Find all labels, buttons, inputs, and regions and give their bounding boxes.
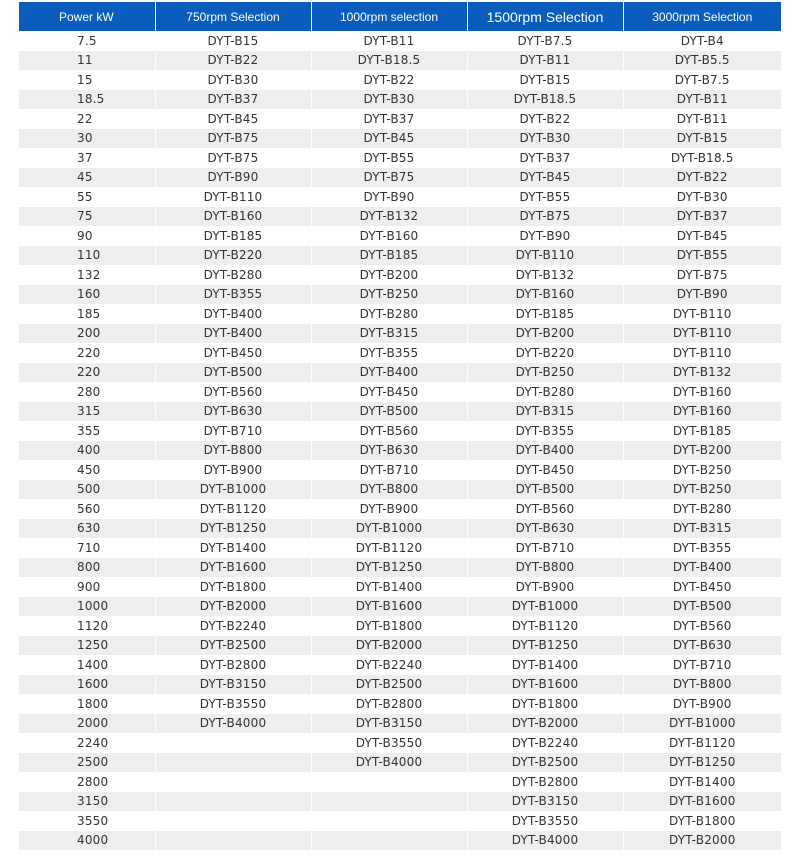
cell-3000rpm: DYT-B200 bbox=[623, 441, 781, 461]
cell-3000rpm: DYT-B75 bbox=[623, 265, 781, 285]
cell-1000rpm: DYT-B30 bbox=[311, 90, 467, 110]
cell-3000rpm: DYT-B18.5 bbox=[623, 148, 781, 168]
cell-3000rpm: DYT-B400 bbox=[623, 558, 781, 578]
cell-1000rpm: DYT-B3150 bbox=[311, 714, 467, 734]
cell-power-kw: 900 bbox=[19, 577, 155, 597]
cell-1000rpm: DYT-B2500 bbox=[311, 675, 467, 695]
cell-3000rpm: DYT-B450 bbox=[623, 577, 781, 597]
cell-750rpm: DYT-B355 bbox=[155, 285, 311, 305]
cell-1000rpm: DYT-B315 bbox=[311, 324, 467, 344]
table-row bbox=[19, 402, 781, 422]
cell-750rpm: DYT-B3550 bbox=[155, 694, 311, 714]
cell-power-kw: 11 bbox=[19, 51, 155, 71]
table-row bbox=[19, 499, 781, 519]
cell-1500rpm: DYT-B45 bbox=[467, 168, 623, 188]
cell-1000rpm: DYT-B160 bbox=[311, 226, 467, 246]
cell-power-kw: 500 bbox=[19, 480, 155, 500]
table-row bbox=[19, 31, 781, 51]
cell-1000rpm: DYT-B1000 bbox=[311, 519, 467, 539]
cell-power-kw: 355 bbox=[19, 421, 155, 441]
cell-750rpm: DYT-B450 bbox=[155, 343, 311, 363]
cell-3000rpm: DYT-B11 bbox=[623, 109, 781, 129]
table-row bbox=[19, 363, 781, 383]
table-body bbox=[19, 31, 781, 850]
cell-power-kw: 1600 bbox=[19, 675, 155, 695]
cell-power-kw: 2800 bbox=[19, 772, 155, 792]
cell-1000rpm: DYT-B22 bbox=[311, 70, 467, 90]
cell-1500rpm: DYT-B280 bbox=[467, 382, 623, 402]
cell-3000rpm: DYT-B1600 bbox=[623, 792, 781, 812]
cell-3000rpm: DYT-B630 bbox=[623, 636, 781, 656]
header-1500rpm: 1500rpm Selection bbox=[467, 2, 623, 31]
cell-1500rpm: DYT-B132 bbox=[467, 265, 623, 285]
cell-1500rpm: DYT-B110 bbox=[467, 246, 623, 266]
cell-750rpm bbox=[155, 831, 311, 851]
cell-1500rpm: DYT-B2240 bbox=[467, 733, 623, 753]
cell-3000rpm: DYT-B560 bbox=[623, 616, 781, 636]
cell-750rpm bbox=[155, 792, 311, 812]
cell-1000rpm: DYT-B400 bbox=[311, 363, 467, 383]
table-row bbox=[19, 558, 781, 578]
selection-table-container bbox=[19, 2, 781, 850]
cell-1000rpm: DYT-B185 bbox=[311, 246, 467, 266]
table-row bbox=[19, 831, 781, 851]
cell-power-kw: 1250 bbox=[19, 636, 155, 656]
table-header bbox=[19, 2, 781, 31]
table-row bbox=[19, 109, 781, 129]
cell-3000rpm: DYT-B160 bbox=[623, 402, 781, 422]
cell-power-kw: 15 bbox=[19, 70, 155, 90]
cell-3000rpm: DYT-B250 bbox=[623, 480, 781, 500]
table-row bbox=[19, 441, 781, 461]
table-row bbox=[19, 753, 781, 773]
cell-750rpm: DYT-B37 bbox=[155, 90, 311, 110]
cell-power-kw: 90 bbox=[19, 226, 155, 246]
cell-1000rpm: DYT-B710 bbox=[311, 460, 467, 480]
cell-750rpm bbox=[155, 811, 311, 831]
cell-1500rpm: DYT-B1000 bbox=[467, 597, 623, 617]
cell-1000rpm: DYT-B4000 bbox=[311, 753, 467, 773]
table-row bbox=[19, 207, 781, 227]
cell-power-kw: 400 bbox=[19, 441, 155, 461]
header-750rpm: 750rpm Selection bbox=[155, 2, 311, 31]
table-row bbox=[19, 792, 781, 812]
cell-1500rpm: DYT-B1120 bbox=[467, 616, 623, 636]
cell-1000rpm bbox=[311, 831, 467, 851]
cell-750rpm: DYT-B2000 bbox=[155, 597, 311, 617]
cell-1500rpm: DYT-B90 bbox=[467, 226, 623, 246]
cell-power-kw: 3550 bbox=[19, 811, 155, 831]
cell-power-kw: 45 bbox=[19, 168, 155, 188]
cell-power-kw: 200 bbox=[19, 324, 155, 344]
cell-3000rpm: DYT-B110 bbox=[623, 343, 781, 363]
cell-750rpm: DYT-B1120 bbox=[155, 499, 311, 519]
cell-1000rpm: DYT-B355 bbox=[311, 343, 467, 363]
cell-power-kw: 1120 bbox=[19, 616, 155, 636]
cell-power-kw: 710 bbox=[19, 538, 155, 558]
cell-750rpm: DYT-B1000 bbox=[155, 480, 311, 500]
cell-power-kw: 3150 bbox=[19, 792, 155, 812]
cell-power-kw: 220 bbox=[19, 343, 155, 363]
cell-3000rpm: DYT-B900 bbox=[623, 694, 781, 714]
cell-1000rpm: DYT-B450 bbox=[311, 382, 467, 402]
cell-3000rpm: DYT-B4 bbox=[623, 31, 781, 51]
cell-1500rpm: DYT-B560 bbox=[467, 499, 623, 519]
cell-1500rpm: DYT-B1600 bbox=[467, 675, 623, 695]
cell-750rpm: DYT-B560 bbox=[155, 382, 311, 402]
cell-3000rpm: DYT-B280 bbox=[623, 499, 781, 519]
table-row bbox=[19, 636, 781, 656]
cell-750rpm: DYT-B15 bbox=[155, 31, 311, 51]
cell-1500rpm: DYT-B2000 bbox=[467, 714, 623, 734]
header-power-kw: Power kW bbox=[19, 2, 155, 31]
cell-750rpm: DYT-B90 bbox=[155, 168, 311, 188]
cell-1000rpm: DYT-B132 bbox=[311, 207, 467, 227]
cell-1500rpm: DYT-B75 bbox=[467, 207, 623, 227]
cell-1000rpm: DYT-B90 bbox=[311, 187, 467, 207]
table-row bbox=[19, 187, 781, 207]
table-row bbox=[19, 304, 781, 324]
cell-750rpm: DYT-B1600 bbox=[155, 558, 311, 578]
cell-1500rpm: DYT-B15 bbox=[467, 70, 623, 90]
cell-power-kw: 22 bbox=[19, 109, 155, 129]
cell-750rpm: DYT-B1250 bbox=[155, 519, 311, 539]
table-row bbox=[19, 90, 781, 110]
cell-power-kw: 37 bbox=[19, 148, 155, 168]
cell-1500rpm: DYT-B500 bbox=[467, 480, 623, 500]
cell-1500rpm: DYT-B30 bbox=[467, 129, 623, 149]
cell-3000rpm: DYT-B355 bbox=[623, 538, 781, 558]
cell-750rpm: DYT-B185 bbox=[155, 226, 311, 246]
cell-power-kw: 560 bbox=[19, 499, 155, 519]
cell-750rpm: DYT-B22 bbox=[155, 51, 311, 71]
cell-750rpm bbox=[155, 772, 311, 792]
cell-750rpm: DYT-B900 bbox=[155, 460, 311, 480]
cell-1500rpm: DYT-B630 bbox=[467, 519, 623, 539]
cell-3000rpm: DYT-B5.5 bbox=[623, 51, 781, 71]
cell-power-kw: 1800 bbox=[19, 694, 155, 714]
cell-1500rpm: DYT-B250 bbox=[467, 363, 623, 383]
cell-3000rpm: DYT-B110 bbox=[623, 304, 781, 324]
cell-750rpm: DYT-B2240 bbox=[155, 616, 311, 636]
cell-1500rpm: DYT-B355 bbox=[467, 421, 623, 441]
table-row bbox=[19, 538, 781, 558]
cell-1000rpm: DYT-B75 bbox=[311, 168, 467, 188]
cell-power-kw: 630 bbox=[19, 519, 155, 539]
cell-1500rpm: DYT-B200 bbox=[467, 324, 623, 344]
cell-750rpm: DYT-B800 bbox=[155, 441, 311, 461]
table-row bbox=[19, 129, 781, 149]
cell-1500rpm: DYT-B400 bbox=[467, 441, 623, 461]
table-row bbox=[19, 597, 781, 617]
cell-1000rpm: DYT-B280 bbox=[311, 304, 467, 324]
cell-1000rpm: DYT-B800 bbox=[311, 480, 467, 500]
cell-power-kw: 110 bbox=[19, 246, 155, 266]
cell-3000rpm: DYT-B45 bbox=[623, 226, 781, 246]
header-1000rpm: 1000rpm selection bbox=[311, 2, 467, 31]
cell-1000rpm bbox=[311, 792, 467, 812]
cell-1000rpm: DYT-B2000 bbox=[311, 636, 467, 656]
cell-power-kw: 75 bbox=[19, 207, 155, 227]
cell-1500rpm: DYT-B55 bbox=[467, 187, 623, 207]
cell-3000rpm: DYT-B250 bbox=[623, 460, 781, 480]
table-row bbox=[19, 51, 781, 71]
table-row bbox=[19, 733, 781, 753]
cell-3000rpm: DYT-B132 bbox=[623, 363, 781, 383]
cell-1500rpm: DYT-B450 bbox=[467, 460, 623, 480]
cell-750rpm: DYT-B45 bbox=[155, 109, 311, 129]
cell-1000rpm bbox=[311, 811, 467, 831]
cell-3000rpm: DYT-B2000 bbox=[623, 831, 781, 851]
cell-power-kw: 7.5 bbox=[19, 31, 155, 51]
table-row bbox=[19, 265, 781, 285]
cell-power-kw: 1000 bbox=[19, 597, 155, 617]
cell-power-kw: 2240 bbox=[19, 733, 155, 753]
cell-power-kw: 800 bbox=[19, 558, 155, 578]
cell-1000rpm: DYT-B18.5 bbox=[311, 51, 467, 71]
cell-750rpm: DYT-B220 bbox=[155, 246, 311, 266]
table-row bbox=[19, 694, 781, 714]
cell-1000rpm: DYT-B45 bbox=[311, 129, 467, 149]
cell-750rpm: DYT-B75 bbox=[155, 148, 311, 168]
cell-750rpm bbox=[155, 733, 311, 753]
cell-1500rpm: DYT-B37 bbox=[467, 148, 623, 168]
cell-1000rpm: DYT-B560 bbox=[311, 421, 467, 441]
table-row bbox=[19, 226, 781, 246]
cell-power-kw: 4000 bbox=[19, 831, 155, 851]
cell-3000rpm: DYT-B30 bbox=[623, 187, 781, 207]
cell-750rpm bbox=[155, 753, 311, 773]
cell-750rpm: DYT-B500 bbox=[155, 363, 311, 383]
cell-750rpm: DYT-B400 bbox=[155, 304, 311, 324]
cell-3000rpm: DYT-B185 bbox=[623, 421, 781, 441]
cell-3000rpm: DYT-B1250 bbox=[623, 753, 781, 773]
cell-3000rpm: DYT-B800 bbox=[623, 675, 781, 695]
cell-1000rpm: DYT-B900 bbox=[311, 499, 467, 519]
cell-3000rpm: DYT-B1120 bbox=[623, 733, 781, 753]
cell-750rpm: DYT-B400 bbox=[155, 324, 311, 344]
table-row bbox=[19, 772, 781, 792]
cell-3000rpm: DYT-B315 bbox=[623, 519, 781, 539]
cell-1000rpm: DYT-B2240 bbox=[311, 655, 467, 675]
cell-1000rpm: DYT-B200 bbox=[311, 265, 467, 285]
cell-3000rpm: DYT-B22 bbox=[623, 168, 781, 188]
cell-power-kw: 18.5 bbox=[19, 90, 155, 110]
cell-1000rpm: DYT-B250 bbox=[311, 285, 467, 305]
cell-1500rpm: DYT-B160 bbox=[467, 285, 623, 305]
cell-1500rpm: DYT-B2800 bbox=[467, 772, 623, 792]
table-row bbox=[19, 168, 781, 188]
cell-1000rpm: DYT-B1600 bbox=[311, 597, 467, 617]
cell-power-kw: 132 bbox=[19, 265, 155, 285]
table-row bbox=[19, 421, 781, 441]
cell-1500rpm: DYT-B3150 bbox=[467, 792, 623, 812]
cell-1000rpm: DYT-B11 bbox=[311, 31, 467, 51]
cell-1000rpm: DYT-B55 bbox=[311, 148, 467, 168]
motor-selection-table bbox=[19, 2, 781, 850]
cell-750rpm: DYT-B160 bbox=[155, 207, 311, 227]
table-row bbox=[19, 460, 781, 480]
cell-1000rpm: DYT-B1250 bbox=[311, 558, 467, 578]
cell-1500rpm: DYT-B22 bbox=[467, 109, 623, 129]
cell-power-kw: 2500 bbox=[19, 753, 155, 773]
cell-1000rpm: DYT-B630 bbox=[311, 441, 467, 461]
table-row bbox=[19, 616, 781, 636]
table-row bbox=[19, 714, 781, 734]
table-row bbox=[19, 655, 781, 675]
cell-750rpm: DYT-B4000 bbox=[155, 714, 311, 734]
cell-3000rpm: DYT-B7.5 bbox=[623, 70, 781, 90]
table-row bbox=[19, 519, 781, 539]
cell-power-kw: 450 bbox=[19, 460, 155, 480]
table-row bbox=[19, 675, 781, 695]
cell-3000rpm: DYT-B710 bbox=[623, 655, 781, 675]
cell-1000rpm: DYT-B37 bbox=[311, 109, 467, 129]
cell-3000rpm: DYT-B55 bbox=[623, 246, 781, 266]
cell-750rpm: DYT-B75 bbox=[155, 129, 311, 149]
cell-1500rpm: DYT-B4000 bbox=[467, 831, 623, 851]
table-row bbox=[19, 324, 781, 344]
cell-power-kw: 1400 bbox=[19, 655, 155, 675]
table-row bbox=[19, 70, 781, 90]
cell-power-kw: 315 bbox=[19, 402, 155, 422]
cell-750rpm: DYT-B2500 bbox=[155, 636, 311, 656]
cell-3000rpm: DYT-B1400 bbox=[623, 772, 781, 792]
cell-1000rpm: DYT-B1400 bbox=[311, 577, 467, 597]
header-3000rpm: 3000rpm Selection bbox=[623, 2, 781, 31]
cell-1000rpm: DYT-B2800 bbox=[311, 694, 467, 714]
cell-750rpm: DYT-B3150 bbox=[155, 675, 311, 695]
header-row bbox=[19, 2, 781, 31]
cell-1500rpm: DYT-B11 bbox=[467, 51, 623, 71]
cell-3000rpm: DYT-B37 bbox=[623, 207, 781, 227]
cell-1500rpm: DYT-B1400 bbox=[467, 655, 623, 675]
cell-1500rpm: DYT-B2500 bbox=[467, 753, 623, 773]
cell-750rpm: DYT-B1800 bbox=[155, 577, 311, 597]
cell-power-kw: 185 bbox=[19, 304, 155, 324]
cell-3000rpm: DYT-B1800 bbox=[623, 811, 781, 831]
cell-power-kw: 2000 bbox=[19, 714, 155, 734]
table-row bbox=[19, 285, 781, 305]
cell-1500rpm: DYT-B18.5 bbox=[467, 90, 623, 110]
cell-3000rpm: DYT-B1000 bbox=[623, 714, 781, 734]
cell-750rpm: DYT-B280 bbox=[155, 265, 311, 285]
cell-750rpm: DYT-B30 bbox=[155, 70, 311, 90]
cell-3000rpm: DYT-B15 bbox=[623, 129, 781, 149]
cell-750rpm: DYT-B1400 bbox=[155, 538, 311, 558]
table-row bbox=[19, 577, 781, 597]
cell-1500rpm: DYT-B900 bbox=[467, 577, 623, 597]
cell-1000rpm: DYT-B3550 bbox=[311, 733, 467, 753]
cell-power-kw: 55 bbox=[19, 187, 155, 207]
cell-1000rpm: DYT-B1120 bbox=[311, 538, 467, 558]
table-row bbox=[19, 811, 781, 831]
cell-1500rpm: DYT-B7.5 bbox=[467, 31, 623, 51]
cell-1500rpm: DYT-B710 bbox=[467, 538, 623, 558]
cell-3000rpm: DYT-B110 bbox=[623, 324, 781, 344]
cell-750rpm: DYT-B630 bbox=[155, 402, 311, 422]
cell-1500rpm: DYT-B3550 bbox=[467, 811, 623, 831]
table-row bbox=[19, 382, 781, 402]
cell-3000rpm: DYT-B160 bbox=[623, 382, 781, 402]
cell-1000rpm bbox=[311, 772, 467, 792]
cell-750rpm: DYT-B110 bbox=[155, 187, 311, 207]
cell-1500rpm: DYT-B185 bbox=[467, 304, 623, 324]
cell-power-kw: 30 bbox=[19, 129, 155, 149]
table-row bbox=[19, 480, 781, 500]
cell-3000rpm: DYT-B90 bbox=[623, 285, 781, 305]
cell-1500rpm: DYT-B220 bbox=[467, 343, 623, 363]
cell-power-kw: 220 bbox=[19, 363, 155, 383]
cell-power-kw: 160 bbox=[19, 285, 155, 305]
table-row bbox=[19, 148, 781, 168]
cell-3000rpm: DYT-B500 bbox=[623, 597, 781, 617]
cell-1500rpm: DYT-B1250 bbox=[467, 636, 623, 656]
cell-1500rpm: DYT-B800 bbox=[467, 558, 623, 578]
cell-1500rpm: DYT-B1800 bbox=[467, 694, 623, 714]
table-row bbox=[19, 343, 781, 363]
cell-1000rpm: DYT-B1800 bbox=[311, 616, 467, 636]
cell-power-kw: 280 bbox=[19, 382, 155, 402]
table-row bbox=[19, 246, 781, 266]
cell-1500rpm: DYT-B315 bbox=[467, 402, 623, 422]
cell-1000rpm: DYT-B500 bbox=[311, 402, 467, 422]
cell-3000rpm: DYT-B11 bbox=[623, 90, 781, 110]
cell-750rpm: DYT-B710 bbox=[155, 421, 311, 441]
cell-750rpm: DYT-B2800 bbox=[155, 655, 311, 675]
